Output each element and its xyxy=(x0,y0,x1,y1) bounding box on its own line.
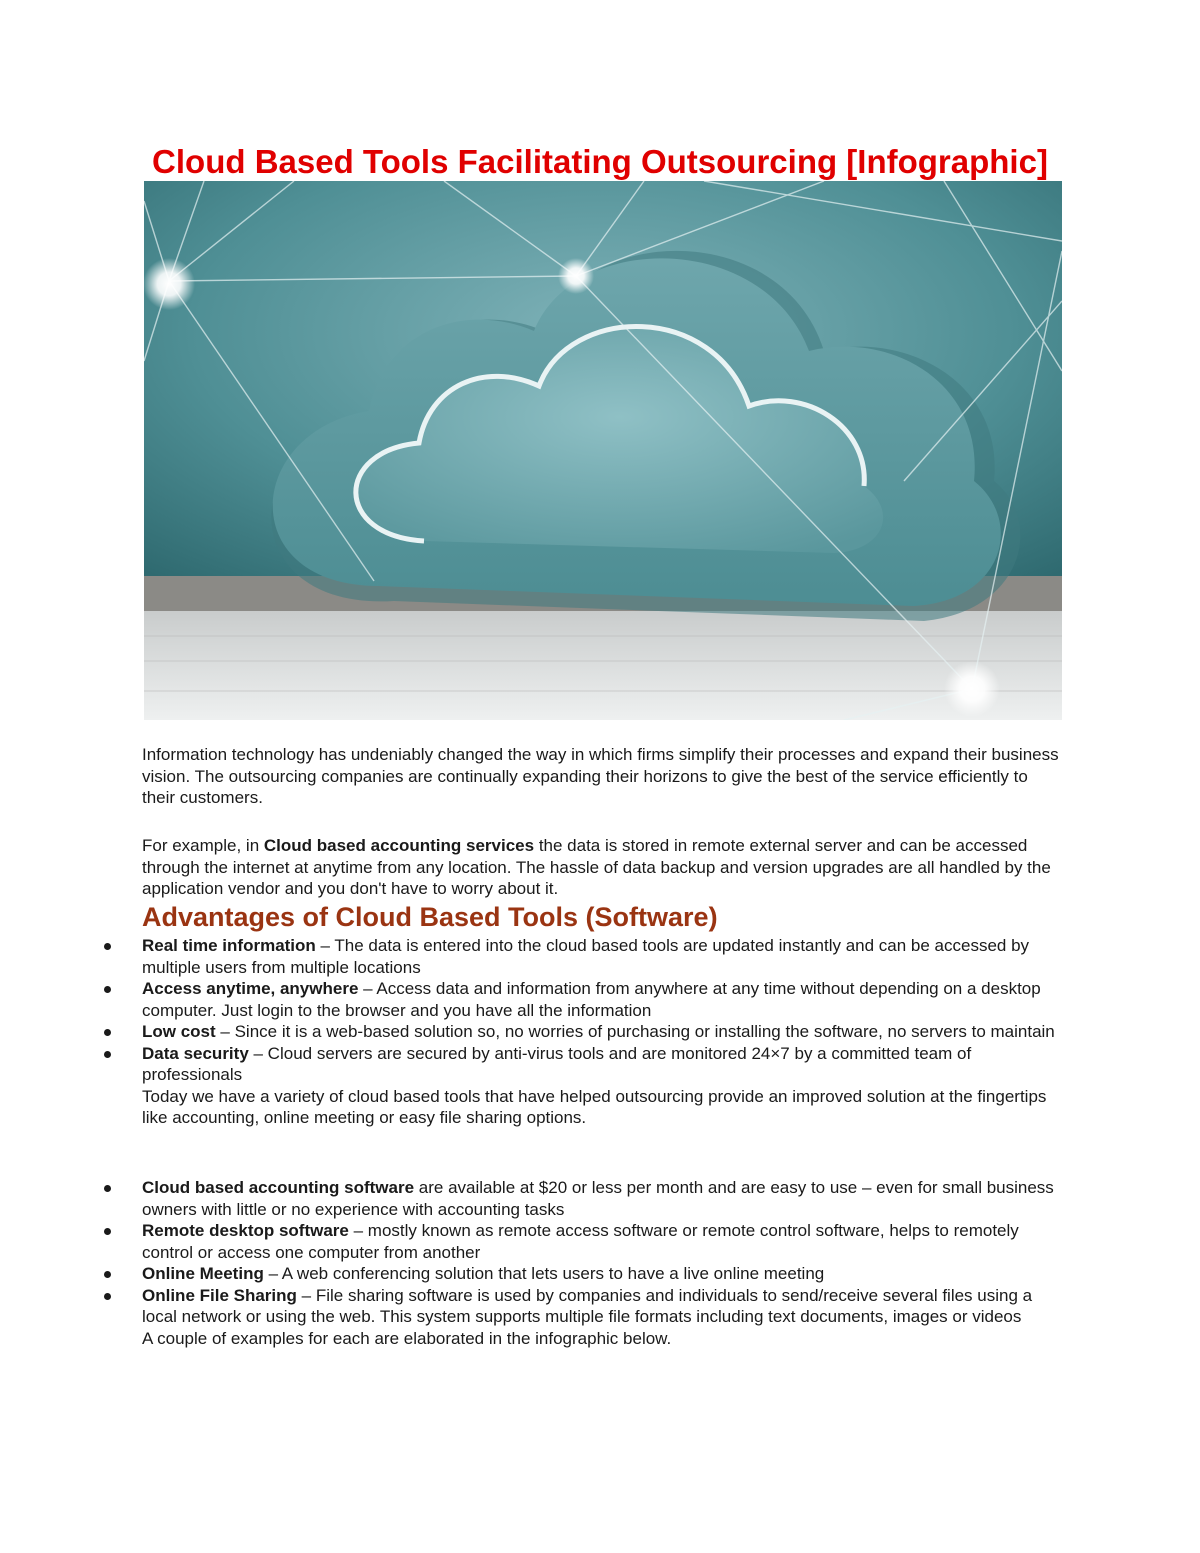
item-desc: – Cloud servers are secured by anti-virus tools and are monitored 24×7 by a committed team of professionals xyxy=(142,1043,972,1084)
item-term: Data security xyxy=(142,1043,249,1063)
item-desc: – Access data and information from anywhere at any time without depending on a desktop computer. Just login to the browser and you have all the information xyxy=(142,979,1041,1020)
item-term: Online Meeting xyxy=(142,1264,264,1283)
list-item xyxy=(100,1263,1062,1285)
bullet-icon xyxy=(104,1228,111,1235)
bullet-icon xyxy=(104,1051,111,1058)
list-item xyxy=(100,1043,1062,1129)
list-item xyxy=(100,1220,1062,1263)
example-bold-term: Cloud based accounting services xyxy=(263,836,535,855)
page-title: Cloud Based Tools Facilitating Outsourcing [Infographic] xyxy=(152,143,1048,180)
cloud-hero-image xyxy=(144,181,1062,720)
item-desc: are available at $20 or less per month and are easy to use – even for small business owners with little or no experience with accounting tasks xyxy=(142,1178,1054,1219)
list-item xyxy=(100,978,1062,1021)
example-prefix: For example, in xyxy=(142,836,264,855)
bullet-icon xyxy=(104,1271,111,1278)
bullet-icon xyxy=(104,1185,111,1192)
list-item xyxy=(100,1177,1062,1220)
intro-paragraph: Information technology has undeniably changed the way in which firms simplify their processes and expand their business vision. The outsourcing companies are continually expanding their horizons to give the best of the service efficiently to their customers. xyxy=(142,745,1059,807)
item-term: Access anytime, anywhere xyxy=(142,979,359,998)
item-term: Online File Sharing xyxy=(142,1285,297,1305)
example-suffix: the data is stored in remote external server and can be accessed through the internet at anytime from any location. The hassle of data backup and version upgrades are all handled by the application vendor and you don't have to worry about it. xyxy=(142,836,1051,898)
item-desc: – Since it is a web-based solution so, no worries of purchasing or installing the software, no servers to maintain xyxy=(215,1022,1055,1041)
item-desc: – A web conferencing solution that lets users to have a live online meeting xyxy=(263,1264,825,1283)
bullet-icon xyxy=(104,943,111,950)
item-desc: – The data is entered into the cloud based tools are updated instantly and can be accessed by multiple users from multiple locations xyxy=(142,936,1030,977)
bullet-icon xyxy=(104,1293,111,1300)
list-item xyxy=(100,935,1062,978)
item-term: Real time information xyxy=(142,936,316,955)
list-item xyxy=(100,1285,1062,1350)
bullet-icon xyxy=(104,986,111,993)
item-note: A couple of examples for each are elaborated in the infographic below. xyxy=(142,1328,672,1348)
item-desc: – File sharing software is used by companies and individuals to send/receive several files using a local network or using the web. This system supports multiple file formats including text documents, images or videos xyxy=(142,1285,1033,1326)
item-term: Low cost xyxy=(142,1022,216,1041)
item-note: Today we have a variety of cloud based tools that have helped outsourcing provide an improved solution at the fingertips like accounting, online meeting or easy file sharing options. xyxy=(142,1086,1047,1127)
list-item xyxy=(100,1021,1062,1043)
item-desc: – mostly known as remote access software or remote control software, helps to remotely control or access one computer from another xyxy=(142,1221,1019,1262)
item-term: Remote desktop software xyxy=(142,1221,349,1240)
advantages-heading: Advantages of Cloud Based Tools (Software) xyxy=(142,902,718,932)
example-paragraph xyxy=(142,835,1062,900)
tools-list xyxy=(100,1177,1062,1349)
advantages-list xyxy=(100,935,1062,1129)
item-term: Cloud based accounting software xyxy=(142,1178,415,1197)
bullet-icon xyxy=(104,1029,111,1036)
